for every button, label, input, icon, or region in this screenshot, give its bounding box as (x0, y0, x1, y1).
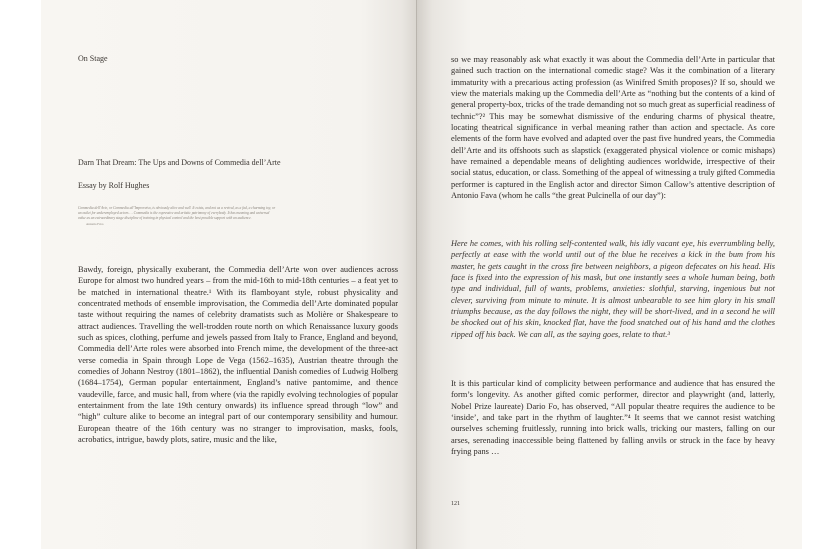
byline: Essay by Rolf Hughes (78, 181, 150, 190)
running-head: On Stage (78, 54, 108, 63)
right-page (417, 0, 802, 549)
right-body-text-1: so we may reasonably ask what exactly it was about the Commedia dell’Arte in particular that gained such traction on the international comedic stage? Was it the combination of a literary immaturity with a precarious acting profession (as Winifred Smith proposes)? If so, should we view the materials making up the Commedia dell’Arte as “nothing but the contents of a kind of general property-box, tricks of the trade demanding not so much great as superficial readiness of technic”?² This may be somewhat dismissive of the enduring charms of physical theatre, locating theatrical significance in verbal meaning rather than action and spectacle. As core elements of the form have evolved and adapted over the past five hundred years, the Commedia dell’Arte and its offshoots such as slapstick (exaggerated physical violence or comic mishaps) have remained a dependable means of delighting audiences worldwide, irrespective of their social status, education, or class. Something of the appeal of witnessing a truly gifted Commedia performer is captured in the English actor and director Simon Callow’s attentive description of Antonio Fava (whom he calls “the great Pulcinella of our day”): (451, 55, 775, 201)
epigraph (78, 206, 278, 227)
page-number: 121 (451, 501, 460, 507)
right-body-text-2: It is this particular kind of complicity between performance and audience that has ensured the form’s longevity. As another gifted comic performer, director and playwright (and, latterly, Nobel Prize laureate) Dario Fo, has observed, “All popular theatre requires the audience to be ‘inside’, and take part in the rhythm of laughter.”⁴ It seems that we cannot resist watching ourselves scheming fruitlessly, running into brick walls, tricking our masters, falling on our arses, serenading inaccessible being flattened by falling anvils or struck in the face by heavy frying pans … (451, 379, 775, 457)
epigraph-attribution: Antonio Fava (86, 221, 104, 226)
left-page (41, 0, 417, 549)
left-body-text: Bawdy, foreign, physically exuberant, the Commedia dell’Arte won over audiences across Europe for almost two hundred years – from the mid-16th to mid-18th centuries – a feat yet to be matched in international theatre.¹ With its flamboyant style, robust physicality and concentrated methods of ensemble improvisation, the Commedia dell’Arte dominated popular taste without requiring the names of celebrity dramatists such as Molière or Shakespeare to attract audiences. Travelling the well-trodden route north on which Renaissance luxury goods such as spices, clothing, perfume and jewels passed from Italy to France, England and beyond, Commedia dell’Arte roles were absorbed into French mime, the development of the three-act verse comedia in Spain through Lope de Vega (1562–1635), Austrian theatre through the comedies of Johann Nestroy (1801–1862), the influential Danish comedies of Ludwig Holberg (1684–1754), German popular entertainment, England’s native pantomime, and thence vaudeville, farce, and music hall, from where (via the rapidly evolving technologies of popular entertainment from the late 19th century onwards) its influence spread through “low” and “high” culture alike to become an integral part of our contemporary sensibility and humour. European theatre of the 16th century was no stranger to improvisation, masks, fools, acrobatics, intrigue, bawdy plots, satire, music and the like, (78, 265, 398, 445)
epigraph-text: Commedia dell’Arte, or Commedia all’Improvviso, is obviously alive and well. It exists, and not as a revival, as a fad, a charming toy, or an outlet for underemployed actors … Commedia is the expressive and artistic patrimony of everybody. It has meaning and universal value as an extraordinary stage discipline of training in physical control and the best possible support with an audience. (78, 206, 276, 220)
essay-title: Darn That Dream: The Ups and Downs of Commedia dell’Arte (78, 158, 281, 167)
block-quote: Here he comes, with his rolling self-contented walk, his idly vacant eye, his everrumbling belly, perfectly at ease with the world until out of the blue he receives a kick in the bum from his master, he gets caught in the cross fire between neighbors, a pigeon defecates on his head. His face is fixed into the expression of his mask, but one instantly sees a whole human being, both type and individual, full of wants, problems, anxieties: slothful, starving, ingenious but not clever, surviving from minute to minute. It is almost unbearable to see him glory in his small triumphs because, as the day follows the night, they will be short-lived, and in a second he will be shocked out of his skin, knocked flat, have the food snatched out of his hand and the clothes ripped off his back. We can all, as the saying goes, relate to that.³ (451, 239, 775, 339)
